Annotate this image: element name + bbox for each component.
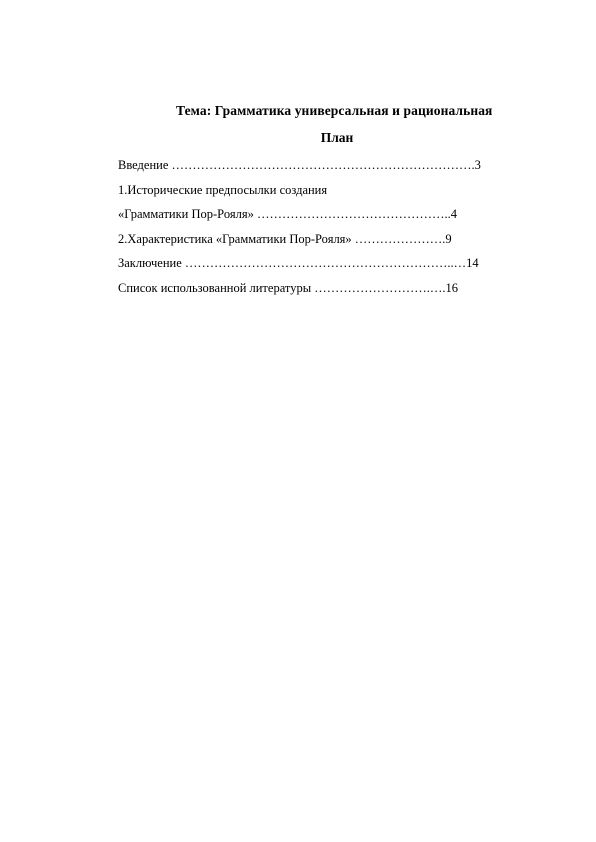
toc-entry-conclusion: Заключение ………………………………………………………..…14 xyxy=(118,256,479,270)
topic-title: Тема: Грамматика универсальная и рациональная xyxy=(176,103,493,118)
toc-entry-historical-prerequisites-cont: «Грамматики Пор-Рояля» ………………………………………..4 xyxy=(118,207,457,221)
toc-entry-introduction: Введение ……………………………………………………………….3 xyxy=(118,158,481,172)
toc-entry-characteristics: 2.Характеристика «Грамматики Пор-Рояля» ………………….9 xyxy=(118,231,452,246)
table-of-contents xyxy=(118,153,538,300)
toc-entry-historical-prerequisites: 1.Исторические предпосылки создания xyxy=(118,182,328,197)
toc-entry-bibliography: Список использованной литературы ……………………….….16 xyxy=(118,280,458,295)
plan-heading: План xyxy=(320,130,354,145)
